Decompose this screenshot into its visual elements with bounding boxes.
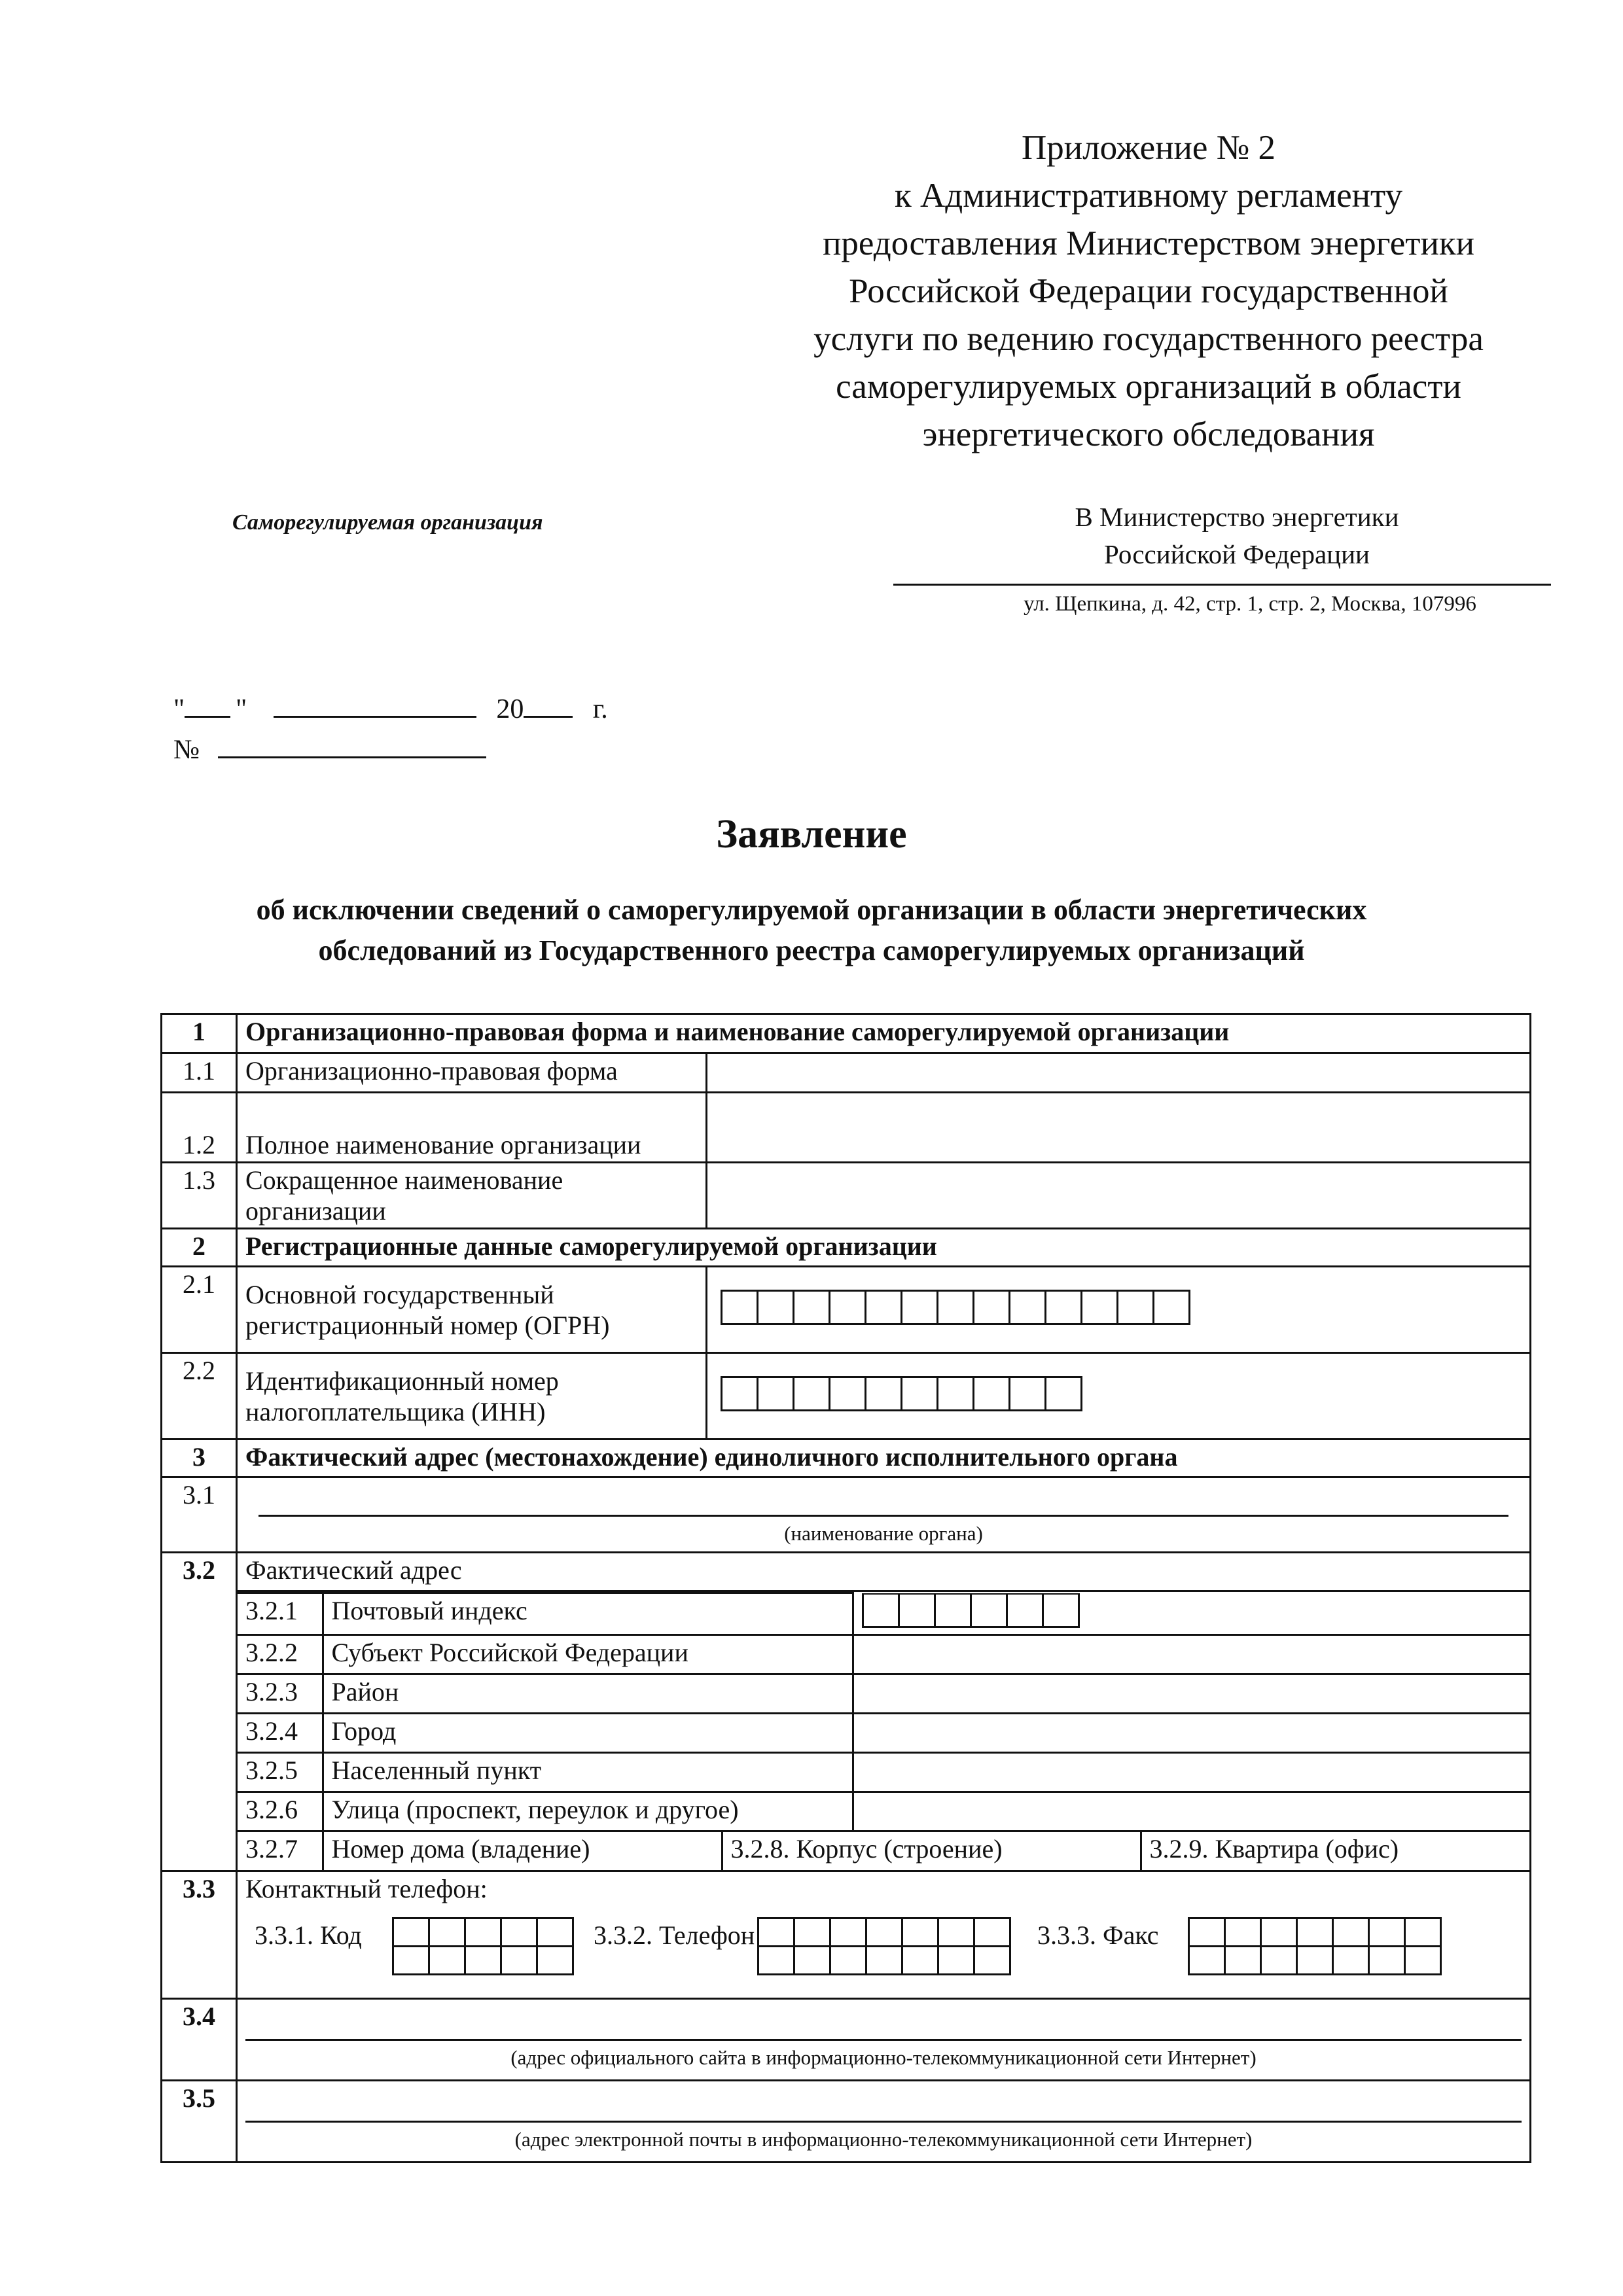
section-number: 3.3: [162, 1871, 237, 1999]
row-number: 2.1: [162, 1267, 237, 1353]
row-label: [237, 1267, 707, 1353]
address-house-table: [238, 1830, 1529, 1871]
recipient-line: Российской Федерации: [1104, 539, 1370, 569]
address-row: [238, 1634, 1529, 1674]
row-label: Город: [323, 1713, 853, 1752]
quote-open: ": [173, 694, 185, 724]
section-title: Фактический адрес: [238, 1553, 1529, 1592]
address-row: [238, 1831, 1529, 1870]
form-row: [162, 1053, 1531, 1093]
row-number: 3.1: [162, 1477, 237, 1553]
number-field[interactable]: [218, 733, 486, 758]
address-row: [238, 1752, 1529, 1792]
row-number: 2.2: [162, 1353, 237, 1439]
quote-close: ": [236, 694, 247, 724]
row-number: 3.2.7: [238, 1831, 323, 1870]
row-label: [237, 1353, 707, 1439]
email-input[interactable]: [237, 2081, 1531, 2163]
row-label-line: налогоплательщика (ИНН): [245, 1396, 546, 1426]
row-number: 3.2.1: [238, 1593, 323, 1635]
locality-input[interactable]: [853, 1752, 1529, 1792]
row-label-line: регистрационный номер (ОГРН): [245, 1310, 610, 1340]
row-number: 3.2.6: [238, 1792, 323, 1831]
district-input[interactable]: [853, 1674, 1529, 1713]
section-number: 3.2: [162, 1553, 237, 1871]
section-number: 3: [162, 1439, 237, 1477]
form-row: [162, 1477, 1531, 1553]
address-row: [238, 1593, 1529, 1635]
row-number: 3.2.3: [238, 1674, 323, 1713]
phone-block: [237, 1871, 1531, 1999]
full-name-input[interactable]: [707, 1093, 1531, 1163]
address-row: [238, 1792, 1529, 1831]
year-suffix: г.: [592, 694, 608, 724]
house-number-field[interactable]: Номер дома (владение): [323, 1831, 722, 1870]
number-line: [173, 733, 486, 766]
website-input[interactable]: [237, 1999, 1531, 2081]
postal-code-cells[interactable]: [853, 1593, 1529, 1635]
section-number: 3.4: [162, 1999, 237, 2081]
sender-label: Саморегулируемая организация: [232, 510, 543, 535]
section-number: 2: [162, 1229, 237, 1267]
appendix-line: саморегулируемых организаций в области: [836, 368, 1461, 406]
city-input[interactable]: [853, 1713, 1529, 1752]
legal-form-input[interactable]: [707, 1053, 1531, 1093]
appendix-line: предоставления Министерством энергетики: [823, 224, 1474, 262]
region-input[interactable]: [853, 1634, 1529, 1674]
section-row: [162, 1553, 1531, 1871]
field-caption: (адрес официального сайта в информационно-телекоммуникационной сети Интернет): [510, 2046, 1257, 2069]
code-cells[interactable]: [392, 1917, 574, 1975]
form-row: [162, 1163, 1531, 1229]
section-title: Организационно-правовая форма и наименование саморегулируемой организации: [237, 1014, 1531, 1053]
form-row: [162, 1999, 1531, 2081]
address-block: [237, 1553, 1531, 1871]
document-title: Заявление: [716, 812, 907, 857]
form-row: [162, 1093, 1531, 1163]
row-number: 3.2.4: [238, 1713, 323, 1752]
year-prefix: 20: [496, 694, 524, 724]
subtitle-line: обследований из Государственного реестра саморегулируемых организаций: [318, 934, 1305, 966]
row-label-line: Основной государственный: [245, 1279, 554, 1309]
row-number: 1.1: [162, 1053, 237, 1093]
form-row: [162, 2081, 1531, 2163]
section-number: 3.5: [162, 2081, 237, 2163]
appendix-line: услуги по ведению государственного реестра: [813, 320, 1484, 358]
appendix-line: Российской Федерации государственной: [849, 272, 1448, 310]
appendix-line: к Административному регламенту: [895, 177, 1402, 215]
recipient-block: [995, 499, 1479, 573]
recipient-line: В Министерство энергетики: [1075, 502, 1399, 532]
form-row: [162, 1267, 1531, 1353]
row-number: 1.2: [162, 1093, 237, 1163]
ogrn-cells[interactable]: [707, 1267, 1531, 1353]
row-number: 3.2.5: [238, 1752, 323, 1792]
number-sign: №: [173, 735, 200, 765]
field-caption: (наименование органа): [784, 1522, 983, 1545]
month-field[interactable]: [274, 692, 476, 718]
row-label: Полное наименование организации: [237, 1093, 707, 1163]
field-caption: (адрес электронной почты в информационно-телекоммуникационной сети Интернет): [514, 2128, 1253, 2151]
row-label: Субъект Российской Федерации: [323, 1634, 853, 1674]
appendix-line: Приложение № 2: [1021, 129, 1276, 167]
subtitle-line: об исключении сведений о саморегулируемой организации в области энергетических: [256, 894, 1367, 926]
row-number: 1.3: [162, 1163, 237, 1229]
phone-label: 3.3.2. Телефон: [594, 1920, 755, 1950]
apartment-field[interactable]: 3.2.9. Квартира (офис): [1141, 1831, 1529, 1870]
section-title: Фактический адрес (местонахождение) единоличного исполнительного органа: [237, 1439, 1531, 1477]
street-input[interactable]: [853, 1792, 1529, 1831]
row-label-line: Идентификационный номер: [245, 1366, 559, 1396]
appendix-line: энергетического обследования: [922, 415, 1375, 453]
recipient-address: ул. Щепкина, д. 42, стр. 1, стр. 2, Москва, 107996: [1024, 592, 1476, 616]
date-line: [173, 692, 608, 725]
section-row: [162, 1014, 1531, 1053]
section-number: 1: [162, 1014, 237, 1053]
row-label: Улица (проспект, переулок и другое): [323, 1792, 853, 1831]
section-row: [162, 1229, 1531, 1267]
address-table: [238, 1592, 1529, 1832]
row-label: Район: [323, 1674, 853, 1713]
document-subtitle: [170, 890, 1453, 971]
short-name-input[interactable]: [707, 1163, 1531, 1229]
body-name-input[interactable]: [237, 1477, 1531, 1553]
phone-cells[interactable]: [757, 1917, 1011, 1975]
section-title: Контактный телефон:: [245, 1874, 488, 1903]
address-row: [238, 1713, 1529, 1752]
row-label: Почтовый индекс: [323, 1593, 853, 1635]
fax-label: 3.3.3. Факс: [1037, 1920, 1159, 1950]
form-row: [162, 1353, 1531, 1439]
row-label: Сокращенное наименование организации: [237, 1163, 707, 1229]
section-row: [162, 1871, 1531, 1999]
building-field[interactable]: 3.2.8. Корпус (строение): [722, 1831, 1141, 1870]
section-row: [162, 1439, 1531, 1477]
fax-cells[interactable]: [1188, 1917, 1442, 1975]
row-number: 3.2.2: [238, 1634, 323, 1674]
code-label: 3.3.1. Код: [255, 1920, 362, 1950]
phone-fields: [238, 1905, 1529, 1989]
application-form: [160, 1013, 1531, 2163]
section-title: Регистрационные данные саморегулируемой организации: [237, 1229, 1531, 1267]
recipient-divider: [893, 584, 1551, 586]
day-field[interactable]: [185, 692, 230, 718]
address-row: [238, 1674, 1529, 1713]
appendix-header: [753, 124, 1544, 459]
row-label: Населенный пункт: [323, 1752, 853, 1792]
inn-cells[interactable]: [707, 1353, 1531, 1439]
row-label: Организационно-правовая форма: [237, 1053, 707, 1093]
year-field[interactable]: [524, 692, 573, 718]
